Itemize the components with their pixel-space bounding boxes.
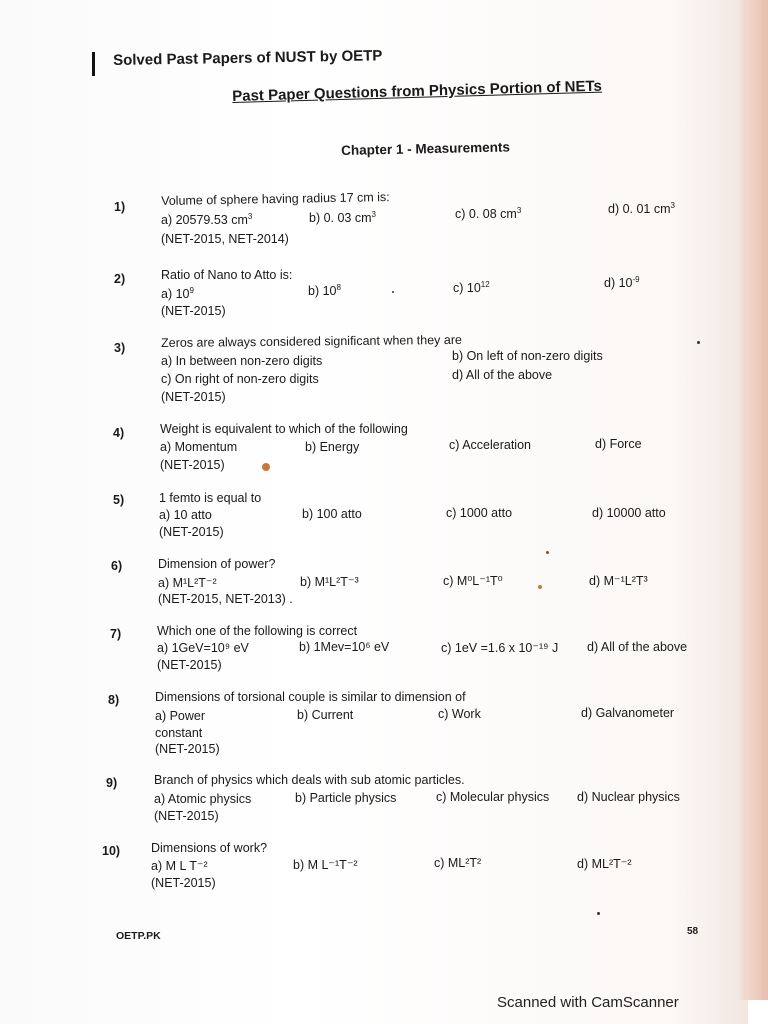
option-c: c) M⁰L⁻¹T⁰ <box>443 574 503 588</box>
option-a-continued: constant <box>155 726 203 740</box>
question-number: 10) <box>102 844 121 858</box>
question-text: Dimensions of work? <box>151 841 268 855</box>
ink-dot <box>546 551 549 554</box>
question-number: 8) <box>108 693 120 707</box>
question-source: (NET-2015) <box>161 304 226 318</box>
page-number: 58 <box>687 926 699 937</box>
ink-dot <box>697 341 700 344</box>
option-b: b) 1Mev=10⁶ eV <box>299 640 390 654</box>
question-text: Dimension of power? <box>158 557 276 571</box>
question-number: 3) <box>114 341 126 355</box>
question-text: Branch of physics which deals with sub atomic particles. <box>154 773 465 787</box>
option-b: b) Energy <box>305 440 360 454</box>
option-d: d) ML²T⁻² <box>577 857 632 871</box>
option-a: a) Power <box>155 709 206 723</box>
option-d: d) Nuclear physics <box>577 790 680 804</box>
scanner-watermark: Scanned with CamScanner <box>497 994 679 1011</box>
option-c: c) Molecular physics <box>436 790 550 804</box>
option-c: c) Acceleration <box>449 438 531 452</box>
option-d: d) All of the above <box>452 368 553 382</box>
option-b: b) $10^8$ <box>308 282 341 298</box>
option-a: a) 10 atto <box>159 508 212 522</box>
option-b: b) Particle physics <box>295 791 397 805</box>
question-number: 6) <box>111 559 123 573</box>
ink-dot <box>597 912 600 915</box>
question-number: 1) <box>114 200 126 214</box>
option-a: a) M¹L²T⁻² <box>158 576 217 590</box>
option-d: d) 10000 atto <box>592 506 666 520</box>
option-d: d) All of the above <box>587 640 688 654</box>
chapter-heading: Chapter 1 - Measurements <box>341 139 511 158</box>
page-edge-shadow <box>738 0 746 1000</box>
question-text: 1 femto is equal to <box>159 491 262 505</box>
option-a: a) Atomic physics <box>154 792 252 806</box>
option-b: b) Current <box>297 708 354 722</box>
question-number: 2) <box>114 272 126 286</box>
option-c: c) 1eV =1.6 x 10⁻¹⁹ J <box>441 641 559 655</box>
question-number: 9) <box>106 776 118 790</box>
page-title: Past Paper Questions from Physics Portion of NETs <box>232 77 603 105</box>
question-source: (NET-2015) <box>151 876 216 890</box>
question-source: (NET-2015, NET-2014) <box>161 232 289 246</box>
option-c: c) 0. 08 $cm^3$ <box>455 205 522 221</box>
question-text: Ratio of Nano to Atto is: <box>161 268 293 282</box>
option-c: c) 1000 atto <box>446 506 513 520</box>
option-c: c) $10^{12}$ <box>453 279 490 295</box>
question-source: (NET-2015) <box>160 458 225 472</box>
question-source: (NET-2015, NET-2013) . <box>158 592 293 606</box>
option-d: d) $10^{-9}$ <box>604 274 640 290</box>
question-number: 7) <box>110 627 122 641</box>
page-edge <box>746 0 768 1000</box>
question-text: Weight is equivalent to which of the following <box>160 422 408 436</box>
option-b: b) M L⁻¹T⁻² <box>293 858 358 872</box>
footer-site: OETP.PK <box>116 930 161 942</box>
question-text: Dimensions of torsional couple is similar to dimension of <box>155 690 466 704</box>
ink-dot <box>538 585 542 589</box>
question-number: 5) <box>113 493 125 507</box>
question-source: (NET-2015) <box>159 525 224 539</box>
option-b: b) 0. 03 $cm^3$ <box>309 209 376 225</box>
header-bar <box>92 52 95 76</box>
option-d: d) Galvanometer <box>581 706 675 720</box>
question-source: (NET-2015) <box>161 390 226 404</box>
option-c: c) ML²T² <box>434 856 482 870</box>
option-a: a) 20579.53 $cm^3$ <box>161 211 253 227</box>
question-source: (NET-2015) <box>157 658 222 672</box>
option-a: a) 1GeV=10⁹ eV <box>157 641 249 655</box>
question-number: 4) <box>113 426 125 440</box>
question-source: (NET-2015) <box>155 742 220 756</box>
option-a: a) In between non-zero digits <box>161 354 323 368</box>
option-a: a) M L T⁻² <box>151 859 208 873</box>
ink-stain <box>262 463 270 471</box>
option-b: b) On left of non-zero digits <box>452 349 603 363</box>
option-d: d) M⁻¹L²T³ <box>589 574 648 588</box>
option-d: d) 0. 01 $cm^3$ <box>608 200 675 216</box>
ink-dot <box>392 291 394 293</box>
option-d: d) Force <box>595 437 642 451</box>
question-text: Zeros are always considered significant when they are <box>161 332 462 350</box>
header-text: Solved Past Papers of NUST by OETP <box>113 47 383 69</box>
option-a: a) $10^9$ <box>161 285 194 301</box>
question-text: Which one of the following is correct <box>157 624 358 638</box>
question-text: Volume of sphere having radius 17 cm is: <box>161 190 390 208</box>
question-source: (NET-2015) <box>154 809 219 823</box>
option-c: c) On right of non-zero digits <box>161 372 319 386</box>
option-b: b) 100 atto <box>302 507 362 521</box>
option-b: b) M¹L²T⁻³ <box>300 575 359 589</box>
option-c: c) Work <box>438 707 481 721</box>
option-a: a) Momentum <box>160 440 238 454</box>
